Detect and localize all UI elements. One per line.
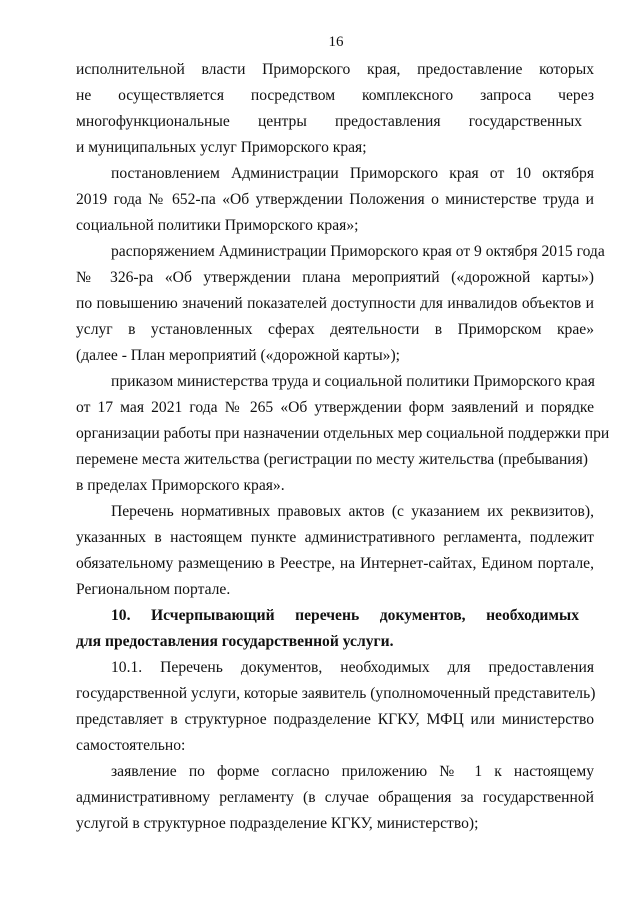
text-line: Региональном портале. — [76, 581, 231, 598]
text-line: административному регламенту (в случае обращения за государственной — [76, 789, 594, 806]
section-heading: 10. Исчерпывающий перечень документов, необходимых — [111, 607, 579, 624]
text-line: постановлением Администрации Приморского края от 10 октября — [111, 165, 594, 182]
text-line: государственной услуги, которые заявитель (уполномоченный представитель) — [76, 685, 596, 702]
text-line: перемене места жительства (регистрации по месту жительства (пребывания) — [76, 451, 588, 468]
text-line: 10.1. Перечень документов, необходимых для предоставления — [111, 659, 594, 676]
text-line: самостоятельно: — [76, 737, 186, 754]
text-line: исполнительной власти Приморского края, предоставление которых — [76, 61, 594, 78]
text-line: услугой в структурное подразделение КГКУ, министерство); — [76, 815, 479, 832]
text-line: многофункциональные центры предоставления государственных — [76, 113, 582, 130]
text-line: не осуществляется посредством комплексного запроса через — [76, 87, 594, 104]
text-line: 2019 года № 652-па «Об утверждении Положения о министерстве труда и — [76, 191, 594, 208]
page-number: 16 — [328, 34, 344, 50]
text-line: указанных в настоящем пункте административного регламента, подлежит — [76, 529, 594, 546]
text-line: социальной политики Приморского края»; — [76, 217, 359, 234]
text-line: от 17 мая 2021 года № 265 «Об утверждении форм заявлений и порядке — [76, 399, 594, 416]
text-line: Перечень нормативных правовых актов (с указанием их реквизитов), — [111, 503, 594, 520]
text-line: обязательному размещению в Реестре, на Интернет-сайтах, Едином портале, — [76, 555, 594, 572]
text-line: № 326-ра «Об утверждении плана мероприятий («дорожной карты») — [76, 269, 594, 286]
text-line: представляет в структурное подразделение КГКУ, МФЦ или министерство — [76, 711, 594, 728]
text-line: распоряжением Администрации Приморского края от 9 октября 2015 года — [111, 243, 605, 260]
text-line: по повышению значений показателей доступности для инвалидов объектов и — [76, 295, 594, 312]
text-line: (далее - План мероприятий («дорожной карты»); — [76, 347, 401, 364]
text-line: в пределах Приморского края». — [76, 477, 285, 494]
section-heading: для предоставления государственной услуги. — [76, 633, 394, 650]
text-line: и муниципальных услуг Приморского края; — [76, 139, 367, 156]
text-line: приказом министерства труда и социальной политики Приморского края — [111, 373, 595, 390]
text-line: заявление по форме согласно приложению № 1 к настоящему — [111, 763, 594, 780]
text-line: услуг в установленных сферах деятельности в Приморском крае» — [76, 321, 594, 338]
text-line: организации работы при назначении отдельных мер социальной поддержки при — [76, 425, 610, 442]
